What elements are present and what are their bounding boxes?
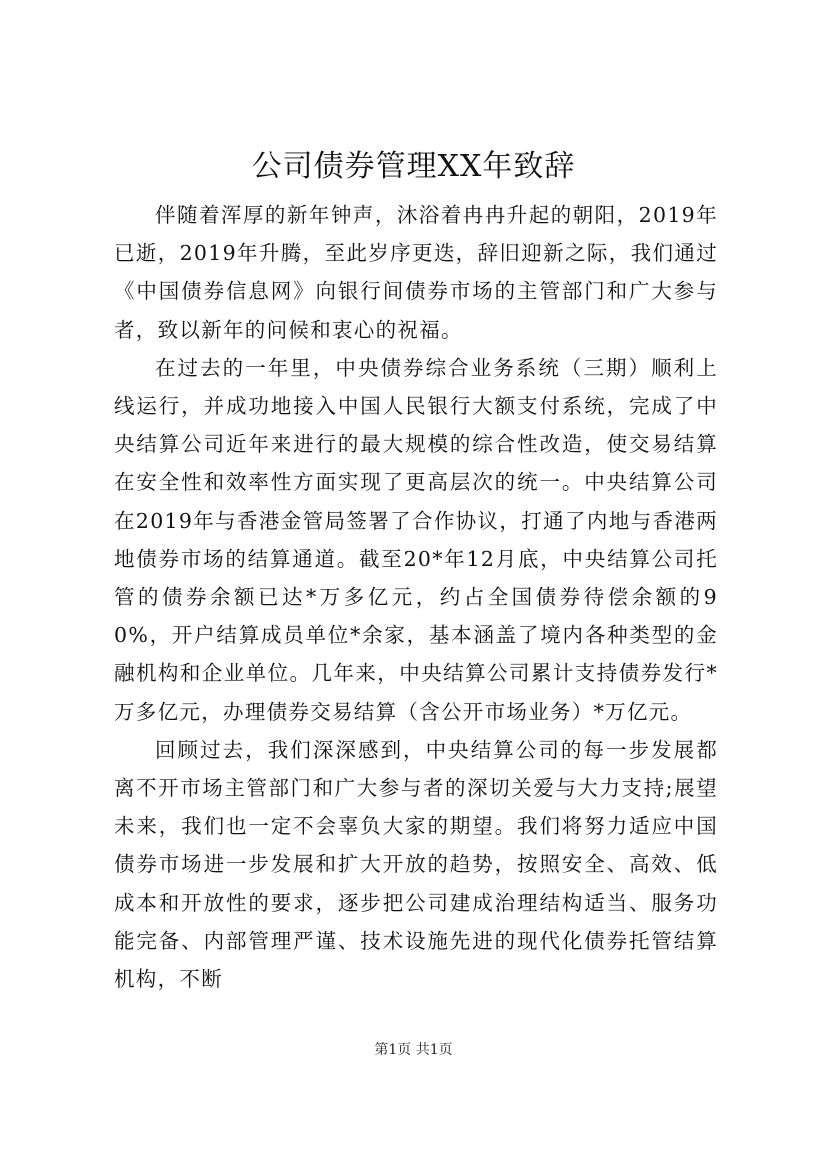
document-body: [114, 196, 718, 998]
page-footer: 第1页 共1页: [374, 1042, 453, 1058]
paragraph-2: 在过去的一年里，中央债券综合业务系统（三期）顺利上线运行，并成功地接入中国人民银行大额支付系统，完成了中央结算公司近年来进行的最大规模的综合性改造，使交易结算在安全性和效率性方面实现了更高层次的统一。中央结算公司在2019年与香港金管局签署了合作协议，打通了内地与香港两地债券市场的结算通道。截至20*年12月底，中央结算公司托管的债券余额已达*万多亿元，约占全国债券待偿余额的90%，开户结算成员单位*余家，基本涵盖了境内各种类型的金融机构和企业单位。几年来，中央结算公司累计支持债券发行*万多亿元，办理债券交易结算（含公开市场业务）*万亿元。: [114, 355, 718, 724]
document-title: 公司债券管理XX年致辞: [251, 149, 576, 184]
paragraph-3: 回顾过去，我们深深感到，中央结算公司的每一步发展都离不开市场主管部门和广大参与者的深切关爱与大力支持;展望未来，我们也一定不会辜负大家的期望。我们将努力适应中国债券市场进一步发展和扩大开放的趋势，按照安全、高效、低成本和开放性的要求，逐步把公司建成治理结构适当、服务功能完备、内部管理严谨、技术设施先进的现代化债券托管结算机构，不断: [114, 737, 718, 992]
paragraph-1: 伴随着浑厚的新年钟声，沐浴着冉冉升起的朝阳，2019年已逝，2019年升腾，至此岁序更迭，辞旧迎新之际，我们通过《中国债券信息网》向银行间债券市场的主管部门和广大参与者，致以新年的问候和衷心的祝福。: [114, 203, 718, 342]
